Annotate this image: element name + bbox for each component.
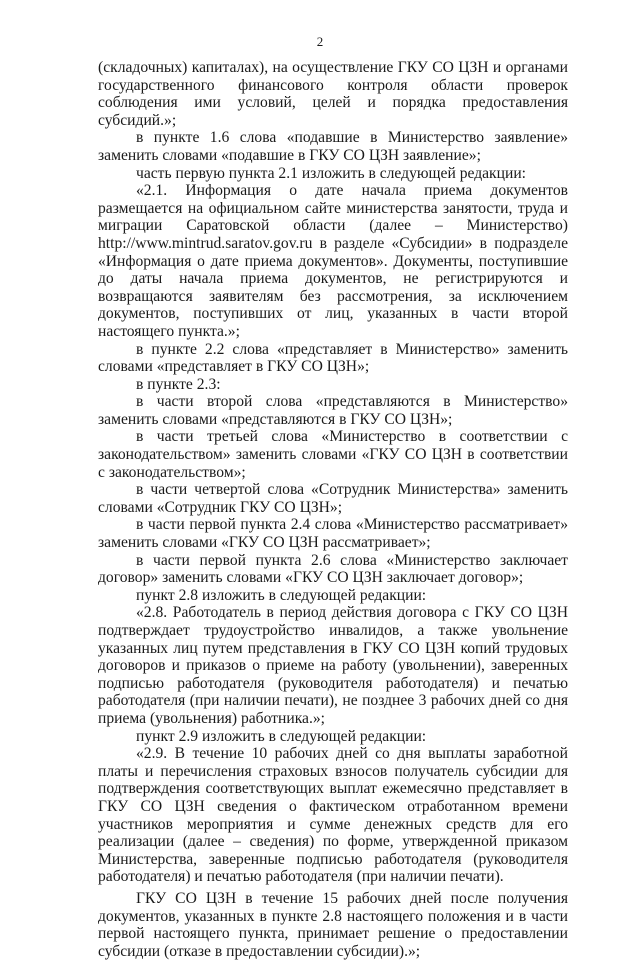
paragraph: в пункте 1.6 слова «подавшие в Министерство заявление» заменить словами «подавшие в ГКУ СО ЦЗН заявление»; xyxy=(98,129,568,164)
paragraph: «2.1. Информация о дате начала приема документов размещается на официальном сайте министерства занятости, труда и миграции Саратовской области (далее – Министерство) http://www.mintrud.saratov.gov.ru в разделе «Субсидии» в подразделе «Информация о дате приема документов». Документы, поступившие до даты начала приема документов, не регистрируются и возвращаются заявителям без рассмотрения, за исключением документов, поступивших от лиц, указанных в части второй настоящего пункта.»; xyxy=(98,182,568,340)
paragraph: в части четвертой слова «Сотрудник Министерства» заменить словами «Сотрудник ГКУ СО ЦЗН»; xyxy=(98,481,568,516)
paragraph: «2.8. Работодатель в период действия договора с ГКУ СО ЦЗН подтверждает трудоустройство инвалидов, а также увольнение указанных лиц путем представления в ГКУ СО ЦЗН копий трудовых договоров и приказов о приеме на работу (увольнении), заверенных подписью работодателя (руководителя работодателя) и печатью работодателя (при наличии печати), не позднее 3 рабочих дней со дня приема (увольнения) работника.»; xyxy=(98,604,568,727)
paragraph: (складочных) капиталах), на осуществление ГКУ СО ЦЗН и органами государственного финансового контроля области проверок соблюдения ими условий, целей и порядка предоставления субсидий.»; xyxy=(98,59,568,129)
paragraph: в части первой пункта 2.6 слова «Министерство заключает договор» заменить словами «ГКУ СО ЦЗН заключает договор»; xyxy=(98,551,568,587)
document-body xyxy=(98,59,568,960)
paragraph: в пункте 2.3: xyxy=(136,375,221,393)
paragraph: ГКУ СО ЦЗН в течение 15 рабочих дней после получения документов, указанных в пункте 2.8 настоящего положения и в части первой настоящего пункта, принимает решение о предоставлении субсидии (отказе в предоставлении субсидии).»; xyxy=(98,889,568,960)
paragraph: пункт 2.8 изложить в следующей редакции: xyxy=(136,586,427,604)
paragraph: в части второй слова «представляются в Министерство» заменить словами «представляются в ГКУ СО ЦЗН»; xyxy=(98,393,568,428)
paragraph: часть первую пункта 2.1 изложить в следующей редакции: xyxy=(136,164,527,182)
page-number: 2 xyxy=(316,34,324,49)
paragraph: в части первой пункта 2.4 слова «Министерство рассматривает» заменить словами «ГКУ СО ЦЗН рассматривает»; xyxy=(98,516,568,552)
paragraph: в части третьей слова «Министерство в соответствии с законодательством» заменить словами «ГКУ СО ЦЗН в соответствии с законодательством»; xyxy=(98,428,568,481)
paragraph: «2.9. В течение 10 рабочих дней со дня выплаты заработной платы и перечисления страховых взносов получатель субсидии для подтверждения соответствующих выплат ежемесячно представляет в ГКУ СО ЦЗН сведения о фактическом отработанном времени участников мероприятия и сумме денежных средств для его реализации (далее – сведения) по форме, утвержденной приказом Министерства, заверенные подписью работодателя (руководителя работодателя) и печатью работодателя (при наличии печати). xyxy=(98,745,568,886)
paragraph: в пункте 2.2 слова «представляет в Министерство» заменить словами «представляет в ГКУ СО ЦЗН»; xyxy=(98,340,568,376)
paragraph: пункт 2.9 изложить в следующей редакции: xyxy=(136,727,427,745)
